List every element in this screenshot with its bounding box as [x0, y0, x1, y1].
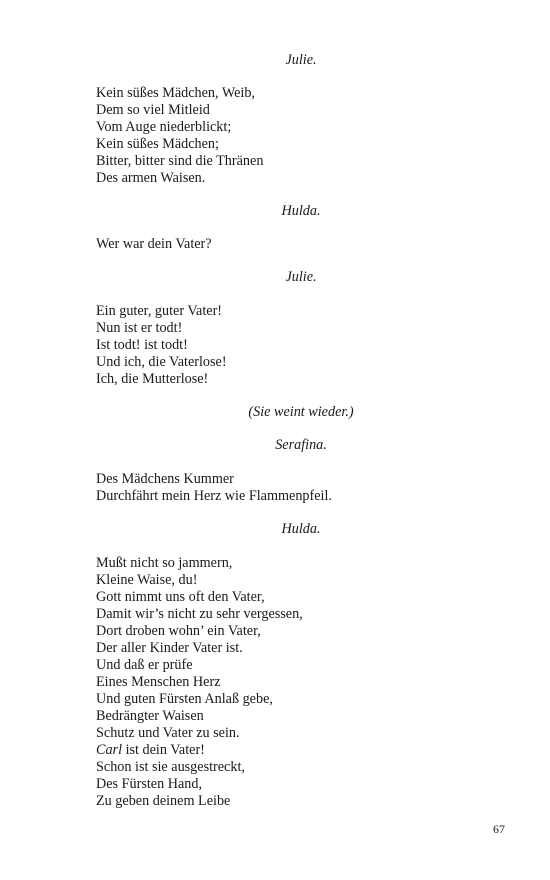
verse-julie-1 [96, 85, 516, 187]
verse-line: Nun ist er todt! [96, 320, 183, 336]
verse-line: Des Mädchens Kummer [96, 471, 234, 487]
verse-line: Mußt nicht so jammern, [96, 555, 233, 571]
verse-line: Gott nimmt uns oft den Vater, [96, 589, 265, 605]
verse-line: Kein süßes Mädchen; [96, 136, 219, 152]
verse-line: Eines Menschen Herz [96, 674, 221, 690]
verse-line: Wer war dein Vater? [96, 236, 212, 252]
verse-line: Dort droben wohn’ ein Vater, [96, 623, 261, 639]
verse-line-carl [96, 742, 516, 759]
verse-line: Kleine Waise, du! [96, 572, 198, 588]
verse-line: Dem so viel Mitleid [96, 102, 210, 118]
verse-line: Bitter, bitter sind die Thränen [96, 153, 264, 169]
verse-julie-2 [96, 303, 516, 388]
verse-line: Und daß er prüfe [96, 657, 193, 673]
verse-line: Damit wir’s nicht zu sehr vergessen, [96, 606, 303, 622]
speaker-julie: Julie. [285, 269, 317, 285]
carl-line-rest: ist dein Vater! [122, 742, 205, 758]
speaker-hulda: Hulda. [281, 521, 321, 537]
verse-line: Der aller Kinder Vater ist. [96, 640, 243, 656]
verse-line: Schon ist sie ausgestreckt, [96, 759, 245, 775]
verse-line: Und guten Fürsten Anlaß gebe, [96, 691, 273, 707]
speaker-hulda: Hulda. [281, 203, 321, 219]
speaker-serafina: Serafina. [275, 437, 327, 453]
verse-line: Des Fürsten Hand, [96, 776, 202, 792]
carl-name: Carl [96, 742, 123, 758]
verse-line: Durchfährt mein Herz wie Flammenpfeil. [96, 488, 332, 504]
verse-serafina-1 [96, 471, 516, 505]
verse-line: Bedrängter Waisen [96, 708, 204, 724]
verse-line: Ein guter, guter Vater! [96, 303, 223, 319]
verse-line: Des armen Waisen. [96, 170, 206, 186]
verse-hulda-2 [96, 555, 516, 810]
verse-line: Ich, die Mutterlose! [96, 371, 209, 387]
verse-line: Zu geben deinem Leibe [96, 793, 231, 809]
verse-line: Vom Auge niederblickt; [96, 119, 232, 135]
verse-line: Und ich, die Vaterlose! [96, 354, 227, 370]
verse-line: Ist todt! ist todt! [96, 337, 188, 353]
speaker-julie: Julie. [285, 52, 317, 68]
verse-line: Kein süßes Mädchen, Weib, [96, 85, 255, 101]
stage-direction: (Sie weint wieder.) [248, 404, 354, 420]
verse-line: Schutz und Vater zu sein. [96, 725, 240, 741]
page-number: 67 [493, 822, 505, 836]
verse-hulda-1 [96, 236, 516, 253]
